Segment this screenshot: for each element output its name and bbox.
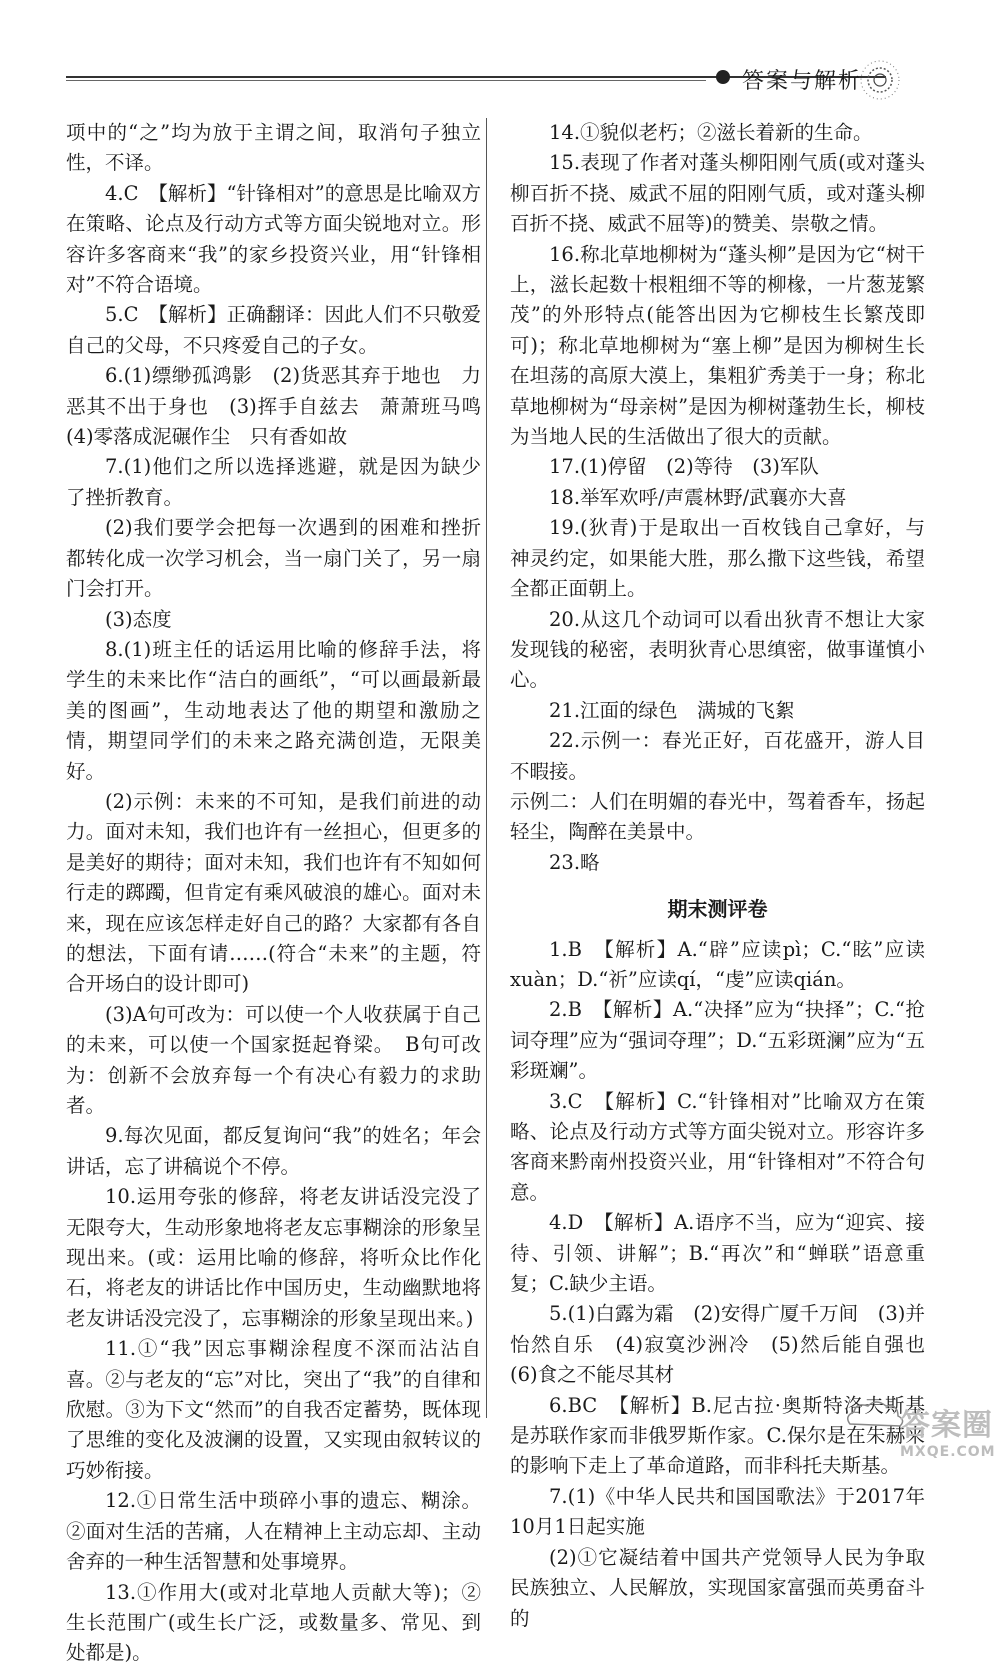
answer-paragraph: 7.(1)《中华人民共和国国歌法》于2017年10月1日起实施: [510, 1484, 925, 1539]
watermark-bottom: MXQE.COM: [900, 1444, 996, 1460]
header-bullet-icon: [716, 70, 730, 84]
answer-paragraph: 10.运用夸张的修辞，将老友讲话没完没了无限夸大，生动形象地将老友忘事糊涂的形象呈现出来。(或：运用比喻的修辞，将听众比作化石，将老友的讲话比作中国历史，生动幽默地将老友讲话没完没了，忘事糊涂的形象呈现出来。): [66, 1185, 481, 1330]
answer-paragraph: 12.①日常生活中琐碎小事的遗忘、糊涂。②面对生活的苦痛，人在精神上主动忘却、主动舍弃的一种生活智慧和处事境界。: [66, 1489, 481, 1574]
answer-paragraph: 15.表现了作者对蓬头柳阳刚气质(或对蓬头柳百折不挠、威武不屈的阳刚气质，或对蓬头柳百折不挠、威武不屈等)的赞美、崇敬之情。: [510, 151, 925, 236]
answer-paragraph: 2.B 【解析】A.“决择”应为“抉择”；C.“抢词夺理”应为“强词夺理”；D.“五彩斑澜”应为“五彩斑斓”。: [510, 998, 925, 1083]
sun-ornament-icon: [856, 56, 904, 104]
answer-paragraph: 22.示例一：春光正好，百花盛开，游人目不暇接。: [510, 729, 925, 783]
answer-paragraph: 5.(1)白露为霜 (2)安得广厦千万间 (3)并怡然自乐 (4)寂寞沙洲冷 (5)然后能自强也 (6)食之不能尽其材: [510, 1302, 945, 1387]
answer-paragraph: 19.(狄青)于是取出一百枚钱自己拿好，与神灵约定，如果能大胜，那么撒下这些钱，希望全都正面朝上。: [510, 516, 925, 601]
answer-paragraph: 4.D 【解析】A.语序不当，应为“迎宾、接待、引领、讲解”；B.“再次”和“蝉联”语意重复；C.缺少主语。: [510, 1211, 925, 1296]
section-title: 期末测评卷: [667, 897, 768, 922]
answer-paragraph: 7.(1)他们之所以选择逃避，就是因为缺少了挫折教育。: [66, 455, 481, 509]
answer-paragraph: (2)我们要学会把每一次遇到的困难和挫折都转化成一次学习机会，当一扇门关了，另一扇门会打开。: [66, 516, 481, 601]
answer-paragraph: 17.(1)停留 (2)等待 (3)军队: [549, 455, 819, 479]
answer-paragraph: 16.称北草地柳树为“蓬头柳”是因为它“树干上，滋长起数十根粗细不等的柳椽，一片葱茏繁茂”的外形特点(能答出因为它柳枝生长繁茂即可)；称北草地柳树为“塞上柳”是因为柳树生长在坦荡的高原大漠上，集粗犷秀美于一身；称北草地柳树为“母亲树”是因为柳树蓬勃生长，柳枝为当地人民的生活做出了很大的贡献。: [510, 242, 925, 449]
answer-paragraph: (3)态度: [105, 607, 172, 631]
answer-paragraph: 1.B 【解析】A.“辟”应读pì；C.“眩”应读xuàn；D.“祈”应读qí，“虔”应读qián。: [510, 937, 925, 991]
watermark-logo: [900, 1400, 996, 1464]
answer-paragraph: 5.C 【解析】正确翻译：因此人们不只敬爱自己的父母，不只疼爱自己的子女。: [66, 303, 481, 357]
answer-paragraph: 23.略: [549, 850, 600, 874]
answer-paragraph: 20.从这几个动词可以看出狄青不想让大家发现钱的秘密，表明狄青心思缜密，做事谨慎小心。: [510, 607, 925, 692]
answer-paragraph: 11.①“我”因忘事糊涂程度不深而沾沾自喜。②与老友的“忘”对比，突出了“我”的自律和欣慰。③为下文“然而”的自我否定蓄势，既体现了思维的变化及波澜的设置，又实现由叙转议的巧妙衔接。: [66, 1337, 481, 1482]
answer-paragraph: 6.(1)缥缈孤鸿影 (2)货恶其弃于地也 力恶其不出于身也 (3)挥手自兹去 萧萧班马鸣 (4)零落成泥碾作尘 只有香如故: [66, 364, 501, 449]
answer-paragraph: 3.C 【解析】C.“针锋相对”比喻双方在策略、论点及行动方式等方面尖锐对立。形容许多客商来黔南州投资兴业，用“针锋相对”不符合句意。: [510, 1089, 925, 1204]
header-title: 答案与解析: [742, 69, 863, 94]
answer-paragraph: 9.每次见面，都反复询问“我”的姓名；年会讲话，忘了讲稿说个不停。: [66, 1124, 481, 1178]
left-column: [66, 118, 501, 1669]
header-rule-thin: [66, 80, 706, 81]
answer-paragraph: 21.江面的绿色 满城的飞絮: [549, 698, 795, 722]
watermark-top: 答案圈: [900, 1408, 993, 1443]
answer-paragraph: 项中的“之”均为放于主谓之间，取消句子独立性，不译。: [66, 121, 481, 175]
answer-paragraph: 4.C 【解析】“针锋相对”的意思是比喻双方在策略、论点及行动方式等方面尖锐地对立。形容许多客商来“我”的家乡投资兴业，用“针锋相对”不符合语境。: [66, 181, 481, 297]
answer-paragraph: (2)①它凝结着中国共产党领导人民为争取民族独立、人民解放，实现国家富强而英勇奋斗的: [510, 1545, 925, 1630]
answer-paragraph: 8.(1)班主任的话运用比喻的修辞手法，将学生的未来比作“洁白的画纸”，“可以画最新最美的图画”，生动地表达了他的期望和激励之情，期望同学们的未来之路充满创造，无限美好。: [66, 637, 481, 783]
answer-paragraph: 14.①貌似老朽；②滋长着新的生命。: [549, 121, 873, 144]
answer-paragraph: 示例二：人们在明媚的春光中，驾着香车，扬起轻尘，陶醉在美景中。: [510, 789, 925, 844]
answer-paragraph: 6.BC 【解析】B.尼古拉·奥斯特洛夫斯基是苏联作家而非俄罗斯作家。C.保尔是在朱赫来的影响下走上了革命道路，而非科托夫斯基。: [510, 1393, 925, 1478]
answer-paragraph: (2)示例：未来的不可知，是我们前进的动力。面对未知，我们也许有一丝担心，但更多的是美好的期待；面对未知，我们也许有不知如何行走的踯躅，但肯定有乘风破浪的雄心。面对未来，现在应该怎样走好自己的路？大家都有各自的想法，下面有请……(符合“未来”的主题，符合开场白的设计即可): [66, 789, 481, 996]
answer-paragraph: 13.①作用大(或对北草地人贡献大等)；②生长范围广(或生长广泛，或数量多、常见、到处都是)。: [66, 1580, 481, 1665]
column-divider: [486, 118, 487, 1418]
answer-paragraph: 18.举军欢呼/声震林野/武襄亦大喜: [549, 485, 847, 509]
answer-paragraph: (3)A句可改为：可以使一个人收获属于自己的未来，可以使一个国家挺起脊梁。 B句可改为：创新不会放弃每一个有决心有毅力的求助者。: [66, 1002, 481, 1117]
